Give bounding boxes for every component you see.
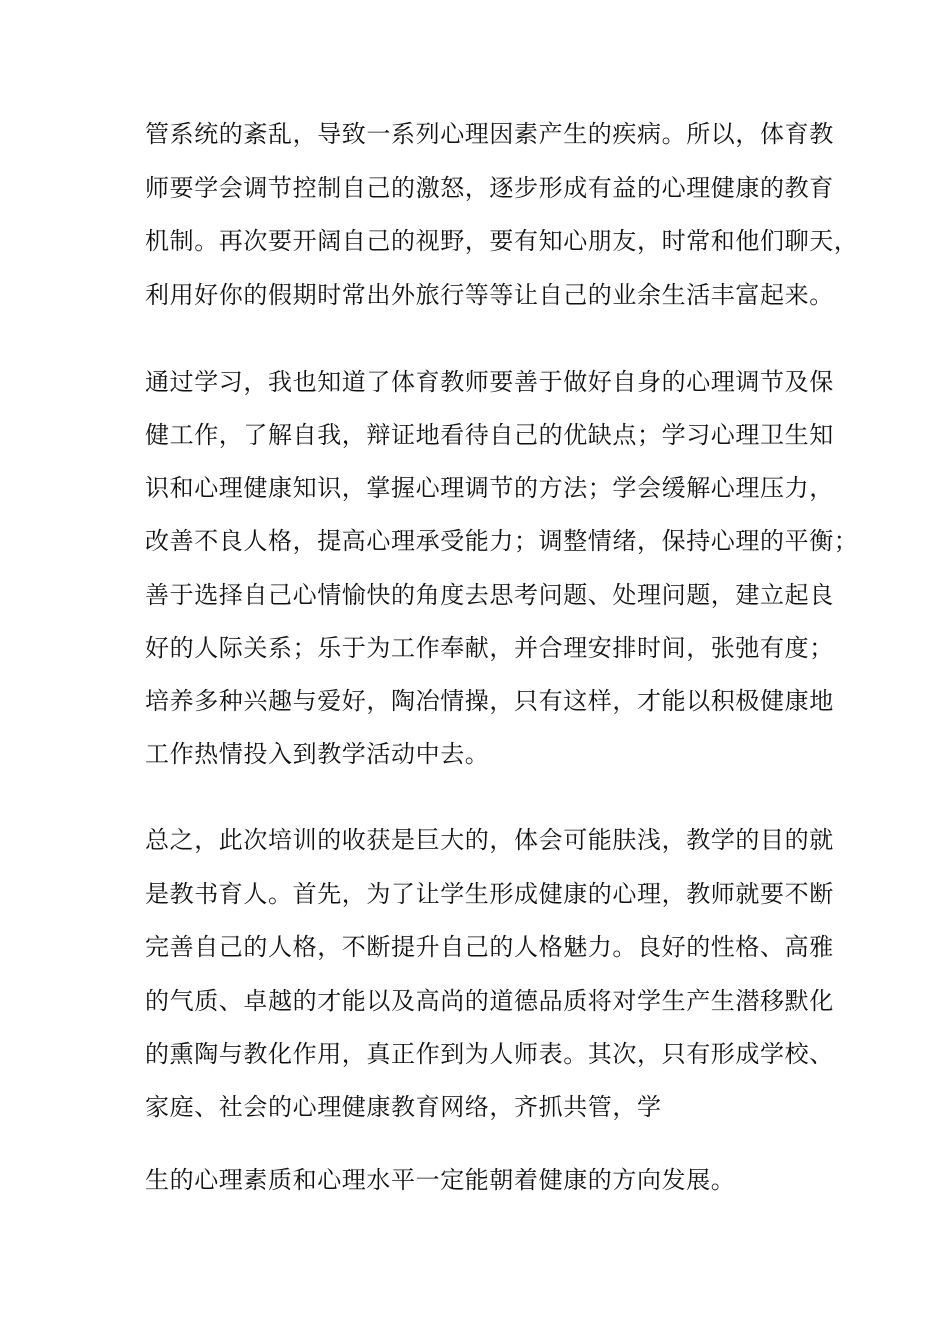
text-line: 培养多种兴趣与爱好，陶冶情操，只有这样，才能以积极健康地 xyxy=(145,687,834,715)
text-line: 健工作，了解自我，辩证地看待自己的优缺点；学习心理卫生知 xyxy=(145,421,834,449)
text-line: 的气质、卓越的才能以及高尚的道德品质将对学生产生潜移默化 xyxy=(145,987,834,1015)
text-line: 师要学会调节控制自己的激怒，逐步形成有益的心理健康的教育 xyxy=(145,174,834,202)
text-line: 好的人际关系；乐于为工作奉献，并合理安排时间，张弛有度； xyxy=(145,634,834,662)
text-line: 机制。再次要开阔自己的视野，要有知心朋友，时常和他们聊天， xyxy=(145,227,859,255)
text-line: 生的心理素质和心理水平一定能朝着健康的方向发展。 xyxy=(145,1166,736,1194)
text-line: 工作热情投入到教学活动中去。 xyxy=(145,740,490,768)
text-line: 善于选择自己心情愉快的角度去思考问题、处理问题，建立起良 xyxy=(145,581,834,609)
text-line: 的熏陶与教化作用，真正作到为人师表。其次，只有形成学校、 xyxy=(145,1040,834,1068)
text-line: 总之，此次培训的收获是巨大的，体会可能肤浅，教学的目的就 xyxy=(145,826,834,854)
text-line: 利用好你的假期时常出外旅行等等让自己的业余生活丰富起来。 xyxy=(145,281,834,309)
text-line: 改善不良人格，提高心理承受能力；调整情绪，保持心理的平衡； xyxy=(145,527,859,555)
text-line: 是教书育人。首先，为了让学生形成健康的心理，教师就要不断 xyxy=(145,880,834,908)
text-line: 识和心理健康知识，掌握心理调节的方法；学会缓解心理压力， xyxy=(145,474,834,502)
text-line: 家庭、社会的心理健康教育网络，齐抓共管，学 xyxy=(145,1093,662,1121)
text-line: 完善自己的人格，不断提升自己的人格魅力。良好的性格、高雅 xyxy=(145,933,834,961)
text-line: 管系统的紊乱，导致一系列心理因素产生的疾病。所以，体育教 xyxy=(145,120,834,148)
text-line: 通过学习，我也知道了体育教师要善于做好自身的心理调节及保 xyxy=(145,368,834,396)
